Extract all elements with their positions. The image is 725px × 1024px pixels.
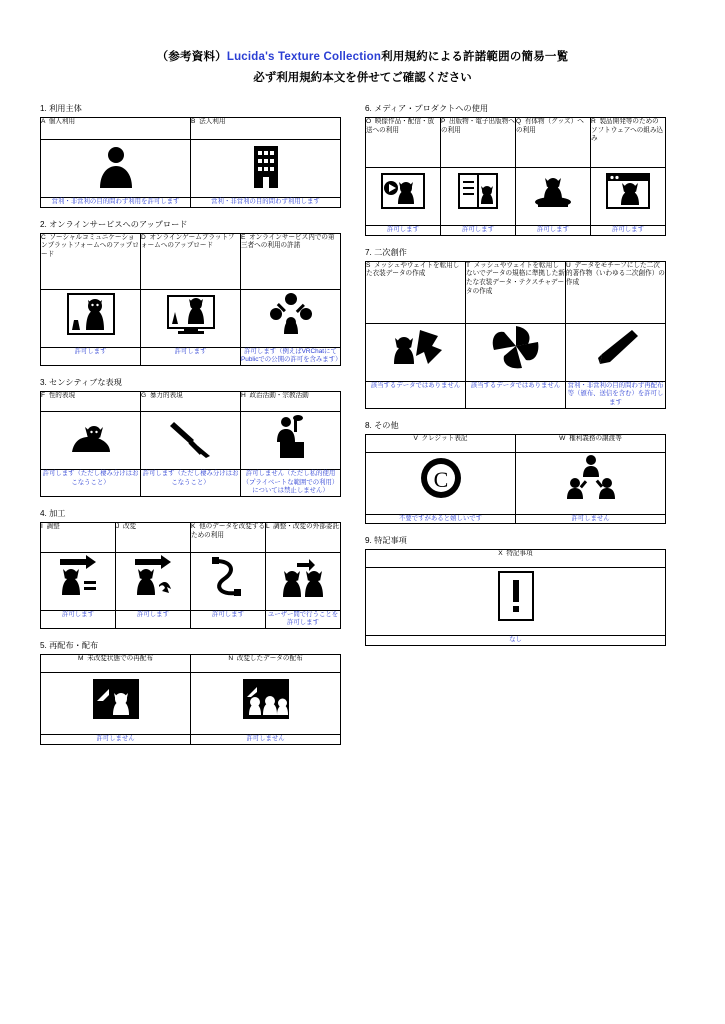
building-icon bbox=[191, 140, 340, 190]
code-J: J bbox=[116, 522, 120, 530]
cell-header-H bbox=[241, 391, 341, 411]
label-N: 改変したデータの配布 bbox=[236, 655, 303, 663]
label-B: 法人利用 bbox=[199, 118, 226, 125]
code-U: U bbox=[566, 261, 571, 269]
label-I: 調整 bbox=[46, 522, 60, 530]
cell-header-Q bbox=[516, 118, 591, 168]
cell-header-S bbox=[366, 261, 466, 323]
label-P: 出版物・電子出版物への利用 bbox=[441, 118, 515, 134]
label-A: 個人利用 bbox=[48, 118, 76, 125]
cats-group-icon bbox=[191, 673, 340, 725]
icon-cell-C bbox=[41, 289, 141, 347]
title-subtitle: 必ず利用規約本文を併せてご確認ください bbox=[253, 72, 472, 84]
cell-header-J bbox=[116, 522, 191, 552]
label-G: 暴力的表現 bbox=[149, 391, 183, 399]
note-N: 許可しません bbox=[191, 735, 341, 745]
icon-cell-S bbox=[366, 323, 466, 381]
code-R: R bbox=[591, 118, 596, 125]
cell-header-O bbox=[366, 118, 441, 168]
label-W: 権利義務の譲渡等 bbox=[569, 434, 622, 442]
icon-cell-O bbox=[366, 168, 441, 226]
book-cat-icon bbox=[441, 168, 515, 214]
label-L: 調整・改変の外部委託 bbox=[273, 522, 340, 530]
label-H: 政治活動・宗教活動 bbox=[249, 391, 309, 399]
title-brand: Lucida's Texture Collection bbox=[226, 51, 382, 63]
code-B: B bbox=[191, 118, 196, 125]
exclamation-icon bbox=[366, 568, 665, 624]
section-2-heading: 2. オンラインサービスへのアップロード bbox=[40, 219, 188, 229]
section-6 bbox=[365, 103, 666, 236]
two-cats-icon bbox=[266, 553, 340, 601]
label-S: メッシュやウェイトを転用した衣装データの作成 bbox=[366, 261, 460, 278]
cell-header-E bbox=[241, 233, 341, 289]
curve-tool-icon bbox=[191, 553, 265, 601]
cell-header-B bbox=[191, 118, 341, 140]
code-W: W bbox=[559, 434, 566, 442]
code-S: S bbox=[366, 261, 371, 269]
left-column bbox=[40, 103, 341, 756]
cell-header-M bbox=[41, 655, 191, 673]
code-O: O bbox=[366, 118, 372, 125]
cell-header-F bbox=[41, 391, 141, 411]
code-C: C bbox=[41, 233, 46, 241]
label-V: クレジット表記 bbox=[421, 434, 468, 442]
icon-cell-N bbox=[191, 673, 341, 735]
right-column bbox=[365, 103, 666, 657]
cat-arrow-icon bbox=[116, 553, 190, 601]
note-A: 営利・非営利の目的問わず利用を許可します bbox=[41, 198, 191, 208]
code-G: G bbox=[141, 391, 147, 399]
people-transfer-icon bbox=[516, 453, 665, 503]
icon-cell-G bbox=[141, 411, 241, 469]
note-T: 該当するデータではありません bbox=[466, 381, 566, 408]
cell-header-K bbox=[191, 522, 266, 552]
label-F: 性的表現 bbox=[48, 391, 76, 399]
section-5 bbox=[40, 640, 341, 745]
cell-header-C bbox=[41, 233, 141, 289]
icon-cell-J bbox=[116, 552, 191, 610]
icon-cell-F bbox=[41, 411, 141, 469]
code-F: F bbox=[41, 391, 46, 399]
code-N: N bbox=[228, 655, 234, 663]
section-9-heading: 9. 特記事項 bbox=[365, 536, 407, 546]
icon-cell-E bbox=[241, 289, 341, 347]
code-D: D bbox=[141, 233, 146, 241]
code-M: M bbox=[77, 655, 84, 663]
label-R: 製品開発等のためのソフトウェアへの組み込み bbox=[591, 118, 664, 143]
code-P: P bbox=[441, 118, 446, 125]
note-M: 許可しません bbox=[41, 735, 191, 745]
note-C: 許可します bbox=[41, 347, 141, 365]
icon-cell-L bbox=[266, 552, 341, 610]
copyright-icon bbox=[366, 453, 515, 503]
cell-header-W bbox=[516, 434, 666, 452]
section-6-heading: 6. メディア・プロダクトへの使用 bbox=[365, 104, 489, 113]
section-8-heading: 8. その他 bbox=[365, 420, 399, 430]
page-title bbox=[40, 48, 685, 85]
person-icon bbox=[41, 140, 190, 190]
title-prefix: （参考資料） bbox=[156, 51, 227, 63]
cell-header-I bbox=[41, 522, 116, 552]
icon-cell-R bbox=[591, 168, 666, 226]
section-1 bbox=[40, 103, 341, 208]
code-V: V bbox=[413, 434, 418, 442]
cell-header-V bbox=[366, 434, 516, 452]
note-P: 許可します bbox=[441, 226, 516, 236]
icon-cell-Q bbox=[516, 168, 591, 226]
brush-icon bbox=[566, 324, 665, 370]
section-8 bbox=[365, 420, 666, 525]
label-M: 未改変状態での再配布 bbox=[87, 655, 154, 663]
play-cat-icon bbox=[366, 168, 440, 214]
code-Q: Q bbox=[516, 118, 522, 125]
cell-header-G bbox=[141, 391, 241, 411]
note-U: 営利・非営利の目的問わず再配布等（頒布、送信を含む）を許可します bbox=[566, 381, 666, 408]
window-cat-icon bbox=[591, 168, 665, 214]
note-I: 許可します bbox=[41, 610, 116, 628]
note-Q: 許可します bbox=[516, 226, 591, 236]
icon-cell-D bbox=[141, 289, 241, 347]
section-7 bbox=[365, 247, 666, 409]
icon-cell-H bbox=[241, 411, 341, 469]
cell-header-U bbox=[566, 261, 666, 323]
cat-equals-icon bbox=[41, 553, 115, 601]
label-T: メッシュやウェイトを転用しないでデータの規格に準拠した新たな衣装データ・テクスチャデータの作成 bbox=[466, 261, 565, 295]
label-E: オンラインサービス内での第三者への利用の許諾 bbox=[241, 233, 335, 250]
section-4 bbox=[40, 508, 341, 629]
section-9 bbox=[365, 535, 666, 646]
note-H: 許可しません（ただし私的使用（プライベートな範囲での利用）については禁止しません） bbox=[241, 469, 341, 496]
knife-icon bbox=[141, 412, 240, 460]
icon-cell-P bbox=[441, 168, 516, 226]
label-X: 特記事項 bbox=[506, 550, 533, 558]
cell-header-D bbox=[141, 233, 241, 289]
cell-header-T bbox=[466, 261, 566, 323]
figure-cat-icon bbox=[516, 168, 590, 214]
icon-cell-I bbox=[41, 552, 116, 610]
note-J: 許可します bbox=[116, 610, 191, 628]
note-X: なし bbox=[366, 636, 666, 646]
code-T: T bbox=[466, 261, 470, 269]
code-E: E bbox=[241, 233, 246, 241]
cell-header-A bbox=[41, 118, 191, 140]
icon-cell-A bbox=[41, 140, 191, 198]
cat-lying-icon bbox=[41, 412, 140, 460]
label-D: オンラインゲームプラットフォームへのアップロード bbox=[141, 233, 235, 250]
code-K: K bbox=[191, 522, 196, 530]
note-G: 許可します（ただし棲み分けはおこなうこと） bbox=[141, 469, 241, 496]
icon-cell-B bbox=[191, 140, 341, 198]
section-3-heading: 3. センシティブな表現 bbox=[40, 377, 122, 387]
box-cat-icon bbox=[41, 673, 190, 725]
podium-icon bbox=[241, 412, 340, 460]
cat-monitor-icon bbox=[141, 290, 240, 338]
section-4-heading: 4. 加工 bbox=[40, 508, 66, 518]
note-W: 許可しません bbox=[516, 514, 666, 524]
svg-text:C: C bbox=[433, 466, 448, 492]
note-S: 該当するデータではありません bbox=[366, 381, 466, 408]
code-I: I bbox=[41, 522, 43, 530]
note-O: 許可します bbox=[366, 226, 441, 236]
code-H: H bbox=[241, 391, 246, 399]
cat-avatar-icon bbox=[41, 290, 140, 338]
cell-header-L bbox=[266, 522, 341, 552]
note-E: 許可します（例えばVRChatにてPublicでの公開の許可を含みます） bbox=[241, 347, 341, 365]
icon-cell-V bbox=[366, 452, 516, 514]
icon-cell-K bbox=[191, 552, 266, 610]
label-C: ソーシャルコミュニケーションプラットフォームへのアップロード bbox=[41, 233, 139, 259]
note-D: 許可します bbox=[141, 347, 241, 365]
note-V: 不要ですがあると嬉しいです bbox=[366, 514, 516, 524]
icon-cell-W bbox=[516, 452, 666, 514]
title-suffix: 利用規約による許諾範囲の簡易一覧 bbox=[381, 51, 569, 63]
section-5-heading: 5. 再配布・配布 bbox=[40, 641, 99, 651]
icon-cell-X bbox=[366, 568, 666, 636]
icon-cell-U bbox=[566, 323, 666, 381]
label-J: 改変 bbox=[122, 522, 137, 530]
label-O: 映像作品・配信・放送への利用 bbox=[366, 118, 435, 134]
icon-cell-T bbox=[466, 323, 566, 381]
code-X: X bbox=[498, 550, 503, 558]
cell-header-P bbox=[441, 118, 516, 168]
note-F: 許可します（ただし棲み分けはおこなうこと） bbox=[41, 469, 141, 496]
section-2 bbox=[40, 219, 341, 366]
cat-mesh-icon bbox=[366, 324, 465, 370]
label-Q: 有体物（グッズ）への利用 bbox=[516, 118, 584, 134]
section-3 bbox=[40, 377, 341, 497]
label-U: データをモチーフにした二次的著作物（いわゆる二次創作）の作成 bbox=[566, 261, 665, 287]
cell-header-R bbox=[591, 118, 666, 168]
pinwheel-icon bbox=[466, 324, 565, 370]
share-icon bbox=[241, 290, 340, 338]
note-R: 許可します bbox=[591, 226, 666, 236]
icon-cell-M bbox=[41, 673, 191, 735]
section-7-heading: 7. 二次創作 bbox=[365, 247, 407, 257]
code-A: A bbox=[41, 118, 46, 125]
section-1-heading: 1. 利用主体 bbox=[40, 104, 82, 113]
label-K: 他のデータを改変するための利用 bbox=[191, 522, 266, 539]
note-L: ユーザー間で行うことを許可します bbox=[266, 610, 341, 628]
note-K: 許可します bbox=[191, 610, 266, 628]
note-B: 営利・非営利の目的問わず利用します bbox=[191, 198, 341, 208]
cell-header-X bbox=[366, 550, 666, 568]
cell-header-N bbox=[191, 655, 341, 673]
code-L: L bbox=[266, 522, 270, 530]
